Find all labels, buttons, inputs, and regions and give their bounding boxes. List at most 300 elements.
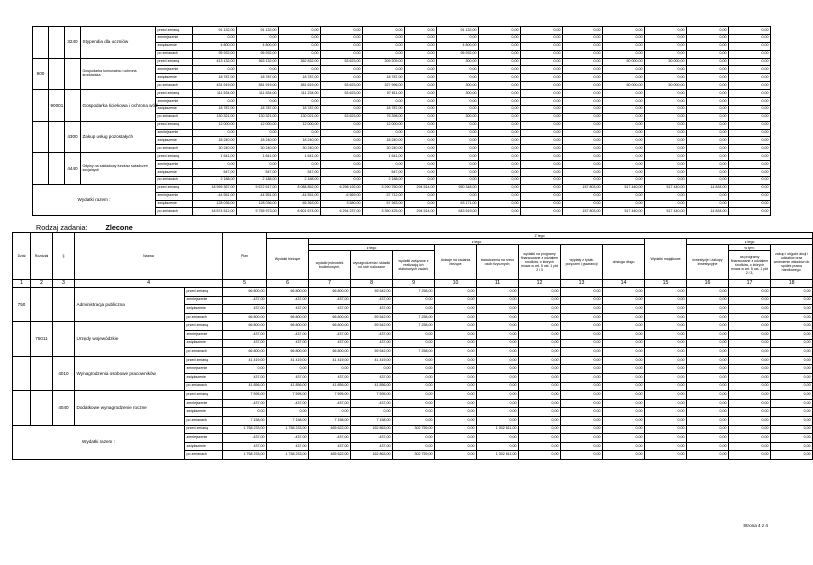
total-amount-cell: 0,00 xyxy=(687,200,729,208)
amount-cell: 0,00 xyxy=(603,169,645,177)
amount-cell: 0,00 xyxy=(687,399,729,408)
amount-cell: 0,00 xyxy=(771,322,813,331)
amount-cell: 1 641,00 xyxy=(237,153,279,161)
amount-cell: 0,00 xyxy=(477,399,519,408)
col-poreczenia: wypłaty z tytułu poręczeń i gwarancji xyxy=(561,245,603,280)
amount-cell: 0,00 xyxy=(687,98,729,106)
amount-cell: 0,00 xyxy=(521,169,563,177)
amount-cell: 300,00 xyxy=(437,113,479,121)
amount-cell: 0,00 xyxy=(561,296,603,305)
column-number: 13 xyxy=(561,280,603,288)
change-kind: po zmianach xyxy=(185,416,223,425)
amount-cell: 7 595,00 xyxy=(351,391,393,400)
amount-cell: 0,00 xyxy=(603,399,645,408)
amount-cell: 0,00 xyxy=(687,365,729,374)
amount-cell: 0,00 xyxy=(645,373,687,382)
amount-cell: 0,00 xyxy=(405,66,437,74)
amount-cell: 0,00 xyxy=(479,90,521,98)
total-amount-cell: 0,00 xyxy=(521,200,563,208)
total-amount-cell: 0,00 xyxy=(645,192,687,200)
amount-cell: 50 000,00 xyxy=(603,82,645,90)
bottom-table-header xyxy=(13,233,813,288)
amount-cell: 59 542,00 xyxy=(351,288,393,297)
amount-cell: 0,00 xyxy=(477,339,519,348)
total-amount-cell: 0,00 xyxy=(479,184,521,192)
total-amount-cell: 0,00 xyxy=(729,434,771,443)
amount-cell: 381 919,00 xyxy=(237,82,279,90)
amount-cell: 0,00 xyxy=(321,129,363,137)
amount-cell: 0,00 xyxy=(393,356,435,365)
amount-cell: 0,00 xyxy=(645,348,687,357)
amount-cell: 0,00 xyxy=(603,365,645,374)
column-number: 14 xyxy=(603,280,645,288)
col-dotacje: dotacje na zadania bieżące xyxy=(435,245,477,280)
amount-cell: 53 623,00 xyxy=(321,113,363,121)
amount-cell: 0,00 xyxy=(321,161,363,169)
amount-cell: 0,00 xyxy=(563,98,603,106)
amount-cell: 0,00 xyxy=(645,161,687,169)
amount-cell: 66 800,00 xyxy=(309,348,351,357)
amount-cell: 1 641,00 xyxy=(363,153,405,161)
total-amount-cell: 0,00 xyxy=(435,451,477,460)
amount-cell: 0,00 xyxy=(563,74,603,82)
amount-cell: 18 240,00 xyxy=(237,137,279,145)
amount-cell: 0,00 xyxy=(729,105,771,113)
change-kind: zmniejszenie xyxy=(156,129,193,137)
amount-cell: 0,00 xyxy=(687,82,729,90)
amount-cell: 0,00 xyxy=(645,74,687,82)
total-amount-cell: 0,00 xyxy=(687,442,729,451)
amount-cell: 0,00 xyxy=(479,58,521,66)
amount-cell: 41 419,00 xyxy=(223,356,267,365)
amount-cell: 0,00 xyxy=(321,121,363,129)
amount-cell: 0,00 xyxy=(645,34,687,42)
amount-cell: 0,00 xyxy=(521,27,563,35)
amount-cell: 0,00 xyxy=(519,305,561,314)
table-row xyxy=(33,121,771,129)
paragraph-code xyxy=(65,58,81,90)
change-kind: przed zmianą xyxy=(185,391,223,400)
amount-cell: 0,00 xyxy=(437,66,479,74)
total-amount-cell: 0,00 xyxy=(519,425,561,434)
chapter-code: 75011 xyxy=(31,322,53,356)
amount-cell: 41 419,00 xyxy=(267,356,309,365)
amount-cell: 0,00 xyxy=(477,330,519,339)
column-number: 9 xyxy=(393,280,435,288)
amount-cell: 0,00 xyxy=(687,408,729,417)
amount-cell: 0,00 xyxy=(519,365,561,374)
task-type-name: Zlecone xyxy=(105,223,133,232)
total-amount-cell: 128 036,00 xyxy=(237,200,279,208)
amount-cell: 0,00 xyxy=(561,348,603,357)
amount-cell: 0,00 xyxy=(435,305,477,314)
amount-cell: -437,00 xyxy=(223,296,267,305)
total-amount-cell: 0,00 xyxy=(771,425,813,434)
change-kind: po zmianach xyxy=(185,382,223,391)
paragraph-code: 4040 xyxy=(53,391,75,425)
amount-cell: 18 240,00 xyxy=(363,137,405,145)
amount-cell: 0,00 xyxy=(729,313,771,322)
amount-cell: 0,00 xyxy=(729,399,771,408)
amount-cell: 0,00 xyxy=(363,50,405,58)
amount-cell: 0,00 xyxy=(479,121,521,129)
total-amount-cell: 1 302 611,00 xyxy=(477,451,519,460)
amount-cell: 0,00 xyxy=(687,129,729,137)
paragraph-code xyxy=(53,322,75,356)
amount-cell: 0,00 xyxy=(521,121,563,129)
total-amount-cell: 0,00 xyxy=(729,192,771,200)
amount-cell: 0,00 xyxy=(237,34,279,42)
total-amount-cell: 0,00 xyxy=(477,442,519,451)
amount-cell: 0,00 xyxy=(393,373,435,382)
amount-cell: 0,00 xyxy=(729,373,771,382)
amount-cell: 0,00 xyxy=(405,98,437,106)
amount-cell: 0,00 xyxy=(563,145,603,153)
amount-cell: 0,00 xyxy=(393,339,435,348)
amount-cell: 0,00 xyxy=(771,288,813,297)
amount-cell: 0,00 xyxy=(479,145,521,153)
total-amount-cell: 9 672 517,00 xyxy=(237,184,279,192)
chapter-code xyxy=(31,356,53,390)
total-row xyxy=(33,184,771,192)
column-number: 12 xyxy=(519,280,561,288)
amount-cell: 7 158,00 xyxy=(351,416,393,425)
amount-cell: 66 800,00 xyxy=(223,313,267,322)
amount-cell: 0,00 xyxy=(237,98,279,106)
col-swiadczenia: świadczenia na rzecz osób fizycznych; xyxy=(477,245,519,280)
amount-cell: 0,00 xyxy=(519,382,561,391)
amount-cell: 7 258,00 xyxy=(393,288,435,297)
amount-cell: 0,00 xyxy=(519,313,561,322)
total-amount-cell: 0,00 xyxy=(561,442,603,451)
amount-cell: 0,00 xyxy=(729,66,771,74)
amount-cell: 0,00 xyxy=(479,153,521,161)
amount-cell: 0,00 xyxy=(771,339,813,348)
amount-cell: 0,00 xyxy=(321,137,363,145)
change-kind: zmniejszenie xyxy=(156,192,193,200)
amount-cell: 437,00 xyxy=(267,339,309,348)
amount-cell: 0,00 xyxy=(279,129,321,137)
amount-cell: -437,00 xyxy=(309,399,351,408)
amount-cell: 0,00 xyxy=(561,373,603,382)
amount-cell: 0,00 xyxy=(405,82,437,90)
amount-cell: 130 021,00 xyxy=(279,113,321,121)
amount-cell: 0,00 xyxy=(687,105,729,113)
total-amount-cell: 0,00 xyxy=(687,192,729,200)
column-number-row xyxy=(13,280,813,288)
amount-cell: 0,00 xyxy=(479,176,521,184)
amount-cell: 0,00 xyxy=(393,296,435,305)
amount-cell: 0,00 xyxy=(405,161,437,169)
amount-cell: 2 188,00 xyxy=(279,176,321,184)
amount-cell: 0,00 xyxy=(729,161,771,169)
amount-cell: 7 158,00 xyxy=(223,416,267,425)
amount-cell: 0,00 xyxy=(603,348,645,357)
amount-cell: 0,00 xyxy=(563,169,603,177)
amount-cell: 41 419,00 xyxy=(309,356,351,365)
amount-cell: 53 623,00 xyxy=(321,90,363,98)
division-code: 750 xyxy=(13,288,31,322)
amount-cell: 0,00 xyxy=(729,416,771,425)
amount-cell: 0,00 xyxy=(687,27,729,35)
division-code xyxy=(33,121,49,153)
amount-cell: 59 542,00 xyxy=(351,313,393,322)
amount-cell: 0,00 xyxy=(435,330,477,339)
total-amount-cell: 0,00 xyxy=(393,442,435,451)
item-name: Stypendia dla uczniów xyxy=(81,27,156,59)
chapter-code xyxy=(31,288,53,322)
chapter-code xyxy=(49,121,65,153)
total-amount-cell: 437,00 xyxy=(309,442,351,451)
total-amount-cell: 0,00 xyxy=(603,192,645,200)
amount-cell: 0,00 xyxy=(687,348,729,357)
amount-cell: 0,00 xyxy=(437,161,479,169)
amount-cell: 53 623,00 xyxy=(321,82,363,90)
amount-cell: 130 321,00 xyxy=(193,113,237,121)
total-amount-cell: 0,00 xyxy=(645,451,687,460)
change-kind: przed zmianą xyxy=(156,153,193,161)
amount-cell: 0,00 xyxy=(729,82,771,90)
amount-cell: 0,00 xyxy=(561,356,603,365)
total-amount-cell: 3 350 425,00 xyxy=(363,208,405,216)
table-row xyxy=(33,90,771,98)
amount-cell: 0,00 xyxy=(603,382,645,391)
paragraph-code xyxy=(65,90,81,122)
chapter-code xyxy=(49,27,65,59)
amount-cell: 111 534,00 xyxy=(237,90,279,98)
change-kind: po zmianach xyxy=(156,145,193,153)
total-amount-cell: 517 440,00 xyxy=(645,208,687,216)
change-kind: zwiększenie xyxy=(185,408,223,417)
amount-cell: 0,00 xyxy=(479,82,521,90)
col-nazwa: Nazwa xyxy=(75,233,223,280)
amount-cell: 91 132,00 xyxy=(437,27,479,35)
table-row xyxy=(33,27,771,35)
amount-cell: 0,00 xyxy=(393,382,435,391)
amount-cell: 0,00 xyxy=(321,27,363,35)
amount-cell: 0,00 xyxy=(729,391,771,400)
total-amount-cell: 0,00 xyxy=(563,192,603,200)
amount-cell: 0,00 xyxy=(687,42,729,50)
amount-cell: 0,00 xyxy=(393,416,435,425)
col-paragraf: § xyxy=(53,233,75,280)
total-amount-cell: 162 863,00 xyxy=(351,425,393,434)
amount-cell: 437,00 xyxy=(267,305,309,314)
amount-cell: 0,00 xyxy=(729,50,771,58)
change-kind: przed zmianą xyxy=(185,425,223,434)
amount-cell: 66 800,00 xyxy=(309,322,351,331)
amount-cell: 0,00 xyxy=(687,322,729,331)
amount-cell: 0,00 xyxy=(563,161,603,169)
amount-cell: 437,00 xyxy=(351,373,393,382)
total-amount-cell: -437,00 xyxy=(267,434,309,443)
amount-cell: 0,00 xyxy=(279,66,321,74)
change-kind: zwiększenie xyxy=(156,137,193,145)
amount-cell: 0,00 xyxy=(729,176,771,184)
amount-cell: 0,00 xyxy=(563,42,603,50)
amount-cell: 0,00 xyxy=(435,356,477,365)
amount-cell: 0,00 xyxy=(521,129,563,137)
amount-cell: 0,00 xyxy=(729,382,771,391)
total-amount-cell: 0,00 xyxy=(393,434,435,443)
amount-cell: 0,00 xyxy=(519,348,561,357)
total-amount-cell: 0,00 xyxy=(435,434,477,443)
amount-cell: 0,00 xyxy=(477,373,519,382)
total-amount-cell: 0,00 xyxy=(437,192,479,200)
amount-cell: 437,00 xyxy=(351,339,393,348)
amount-cell: 0,00 xyxy=(435,313,477,322)
col-plan: Plan xyxy=(223,233,267,280)
amount-cell: 0,00 xyxy=(645,382,687,391)
amount-cell: 66 800,00 xyxy=(309,313,351,322)
amount-cell: 0,00 xyxy=(561,382,603,391)
amount-cell: 0,00 xyxy=(479,129,521,137)
amount-cell: 0,00 xyxy=(437,74,479,82)
amount-cell: 41 419,00 xyxy=(351,356,393,365)
amount-cell: 0,00 xyxy=(687,153,729,161)
change-kind: zwiększenie xyxy=(156,74,193,82)
change-kind: przed zmianą xyxy=(156,58,193,66)
column-number: 18 xyxy=(771,280,813,288)
amount-cell: 0,00 xyxy=(435,391,477,400)
amount-cell: -437,00 xyxy=(351,330,393,339)
table-row xyxy=(33,58,771,66)
amount-cell: 0,00 xyxy=(687,50,729,58)
amount-cell: 66 800,00 xyxy=(267,322,309,331)
total-amount-cell: 0,00 xyxy=(521,192,563,200)
item-name: Administracja publiczna xyxy=(75,288,185,322)
amount-cell: 0,00 xyxy=(321,169,363,177)
amount-cell: 0,00 xyxy=(687,391,729,400)
amount-cell: 0,00 xyxy=(437,105,479,113)
amount-cell: 0,00 xyxy=(435,373,477,382)
amount-cell: 0,00 xyxy=(563,66,603,74)
amount-cell: 0,00 xyxy=(563,176,603,184)
total-amount-cell: 0,00 xyxy=(603,200,645,208)
column-number: 1 xyxy=(13,280,31,288)
amount-cell: 0,00 xyxy=(561,313,603,322)
amount-cell: 0,00 xyxy=(193,161,237,169)
amount-cell: 0,00 xyxy=(603,288,645,297)
amount-cell: 0,00 xyxy=(363,34,405,42)
division-code xyxy=(33,153,49,185)
total-amount-cell: 0,00 xyxy=(521,184,563,192)
amount-cell: 0,00 xyxy=(729,288,771,297)
amount-cell: 0,00 xyxy=(729,305,771,314)
amount-cell: -437,00 xyxy=(351,399,393,408)
total-amount-cell: -437,00 xyxy=(309,434,351,443)
amount-cell: 0,00 xyxy=(729,27,771,35)
amount-cell: 0,00 xyxy=(477,365,519,374)
amount-cell: 437,00 xyxy=(223,339,267,348)
total-amount-cell: 517 440,00 xyxy=(645,184,687,192)
amount-cell: 0,00 xyxy=(437,34,479,42)
amount-cell: 0,00 xyxy=(561,399,603,408)
amount-cell: 66 800,00 xyxy=(309,288,351,297)
amount-cell: 0,00 xyxy=(645,121,687,129)
total-amount-cell: 0,00 xyxy=(479,200,521,208)
amount-cell: 0,00 xyxy=(563,121,603,129)
change-kind: zwiększenie xyxy=(185,339,223,348)
total-amount-cell: 0,00 xyxy=(479,208,521,216)
amount-cell: 0,00 xyxy=(393,391,435,400)
amount-cell: 111 534,00 xyxy=(193,90,237,98)
amount-cell: 0,00 xyxy=(563,58,603,66)
amount-cell: 0,00 xyxy=(437,121,479,129)
amount-cell: 91 132,00 xyxy=(237,27,279,35)
amount-cell: 0,00 xyxy=(729,365,771,374)
amount-cell: 0,00 xyxy=(771,391,813,400)
total-amount-cell: 0,00 xyxy=(435,425,477,434)
amount-cell: 30 240,00 xyxy=(279,145,321,153)
col-wynagrodzenia: wynagrodzenia i składki od nich naliczane xyxy=(351,251,393,280)
amount-cell: 4 800,00 xyxy=(237,42,279,50)
amount-cell: 0,00 xyxy=(603,27,645,35)
amount-cell: 7 158,00 xyxy=(267,416,309,425)
total-amount-cell: 0,00 xyxy=(603,434,645,443)
amount-cell: 0,00 xyxy=(477,416,519,425)
amount-cell: 0,00 xyxy=(563,90,603,98)
amount-cell: 0,00 xyxy=(351,408,393,417)
amount-cell: 0,00 xyxy=(521,90,563,98)
amount-cell: 4 800,00 xyxy=(437,42,479,50)
amount-cell: 7 258,00 xyxy=(393,322,435,331)
total-amount-cell: 63 171,00 xyxy=(437,200,479,208)
col-wydatki-jednostek: wydatki jednostek budżetowych, xyxy=(309,251,351,280)
amount-cell: 0,00 xyxy=(321,145,363,153)
amount-cell: 0,00 xyxy=(645,113,687,121)
task-type-prefix: Rodzaj zadania: xyxy=(36,223,88,232)
top-budget-table xyxy=(32,26,771,216)
amount-cell: 0,00 xyxy=(771,330,813,339)
amount-cell: 0,00 xyxy=(603,305,645,314)
amount-cell: 0,00 xyxy=(479,113,521,121)
amount-cell: 0,00 xyxy=(237,129,279,137)
total-amount-cell: 437,00 xyxy=(223,442,267,451)
amount-cell: 0,00 xyxy=(603,129,645,137)
item-name: Zakup usług pozostałych xyxy=(81,121,156,153)
amount-cell: 0,00 xyxy=(645,416,687,425)
amount-cell: -437,00 xyxy=(223,399,267,408)
amount-cell: 0,00 xyxy=(519,399,561,408)
amount-cell: 0,00 xyxy=(603,98,645,106)
amount-cell: 0,00 xyxy=(437,98,479,106)
amount-cell: 0,00 xyxy=(687,296,729,305)
amount-cell: 0,00 xyxy=(687,313,729,322)
amount-cell: 0,00 xyxy=(603,34,645,42)
amount-cell: 0,00 xyxy=(519,296,561,305)
total-amount-cell: 157 803,00 xyxy=(563,208,603,216)
amount-cell: 0,00 xyxy=(279,27,321,35)
amount-cell: 0,00 xyxy=(563,113,603,121)
total-amount-cell: 157 803,00 xyxy=(563,184,603,192)
amount-cell: 0,00 xyxy=(687,356,729,365)
amount-cell: 0,00 xyxy=(603,90,645,98)
amount-cell: 2 188,00 xyxy=(363,176,405,184)
amount-cell: 0,00 xyxy=(437,145,479,153)
amount-cell: 0,00 xyxy=(563,129,603,137)
top-table-body xyxy=(33,27,771,216)
amount-cell: 76 398,00 xyxy=(363,113,405,121)
amount-cell: 300,00 xyxy=(437,58,479,66)
amount-cell: 0,00 xyxy=(687,161,729,169)
amount-cell: 0,00 xyxy=(563,34,603,42)
amount-cell: 0,00 xyxy=(435,399,477,408)
amount-cell: 0,00 xyxy=(435,408,477,417)
amount-cell: 0,00 xyxy=(521,145,563,153)
amount-cell: 0,00 xyxy=(603,373,645,382)
amount-cell: 362 832,00 xyxy=(279,58,321,66)
